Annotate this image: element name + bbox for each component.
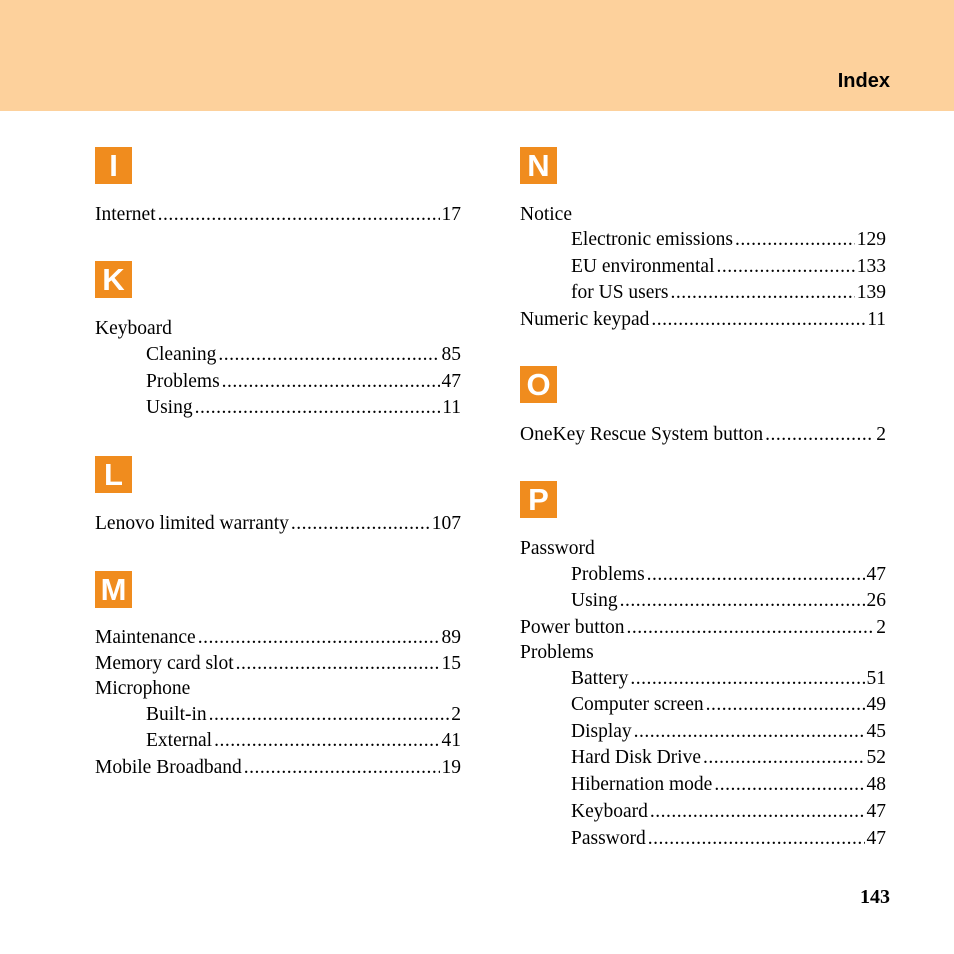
header-band: [0, 0, 954, 111]
index-subentry-external: External ..... 41: [146, 728, 461, 754]
letter-heading-k: K: [95, 261, 132, 298]
index-subentry-eu-environmental: EU environmental ..... 133: [571, 254, 886, 280]
index-subentry-password-using: Using ..... 26: [571, 588, 886, 614]
index-entry-onekey-rescue: OneKey Rescue System button ..... 2: [520, 422, 886, 448]
letter-heading-m: M: [95, 571, 132, 608]
index-entry-lenovo-warranty: Lenovo limited warranty ..... 107: [95, 511, 461, 537]
index-subentry-cleaning: Cleaning ..... 85: [146, 342, 461, 368]
index-subentry-password-problems: Problems ..... 47: [571, 562, 886, 588]
index-entry-numeric-keypad: Numeric keypad ..... 11: [520, 307, 886, 333]
index-subentry-display: Display ..... 45: [571, 719, 886, 745]
letter-heading-o: O: [520, 366, 557, 403]
page-number: 143: [860, 886, 890, 908]
index-subentry-password: Password ..... 47: [571, 826, 886, 852]
index-entry-keyboard: Keyboard: [95, 318, 172, 339]
letter-heading-l: L: [95, 456, 132, 493]
index-subentry-for-us-users: for US users ..... 139: [571, 280, 886, 306]
index-subentry-battery: Battery ..... 51: [571, 666, 886, 692]
index-subentry-computer-screen: Computer screen ..... 49: [571, 692, 886, 718]
index-entry-maintenance: Maintenance ..... 89: [95, 625, 461, 651]
letter-heading-i: I: [95, 147, 132, 184]
index-entry-problems: Problems: [520, 642, 594, 663]
index-subentry-built-in: Built-in ..... 2: [146, 702, 461, 728]
index-subentry-hibernation-mode: Hibernation mode ..... 48: [571, 772, 886, 798]
index-subentry-problems: Problems ..... 47: [146, 369, 461, 395]
letter-heading-n: N: [520, 147, 557, 184]
index-subentry-hard-disk-drive: Hard Disk Drive ..... 52: [571, 745, 886, 771]
index-subentry-using: Using ..... 11: [146, 395, 461, 421]
index-entry-memory-card-slot: Memory card slot ..... 15: [95, 651, 461, 677]
index-entry-internet: Internet ..... 17: [95, 202, 461, 228]
index-entry-password: Password: [520, 538, 595, 559]
index-entry-notice: Notice: [520, 204, 572, 225]
index-entry-mobile-broadband: Mobile Broadband ..... 19: [95, 755, 461, 781]
section-title: Index: [837, 70, 890, 92]
index-subentry-electronic-emissions: Electronic emissions ..... 129: [571, 227, 886, 253]
index-entry-power-button: Power button ..... 2: [520, 615, 886, 641]
index-entry-microphone: Microphone: [95, 678, 191, 699]
index-subentry-keyboard: Keyboard ..... 47: [571, 799, 886, 825]
letter-heading-p: P: [520, 481, 557, 518]
